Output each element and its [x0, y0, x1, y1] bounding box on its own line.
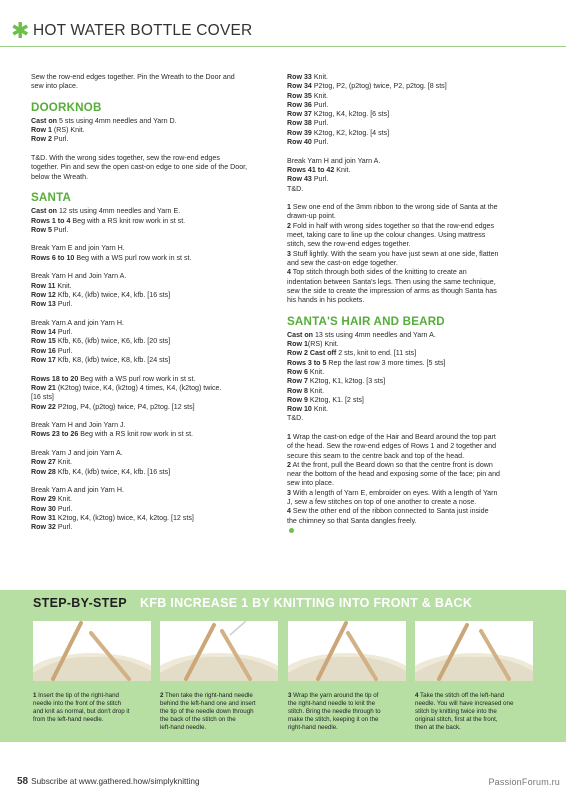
step-number: 4 — [415, 692, 419, 699]
text-line — [287, 250, 532, 259]
text-line — [287, 387, 532, 396]
text-line — [287, 240, 532, 249]
bold-label: Row 31 — [31, 514, 56, 523]
text-line — [287, 185, 532, 194]
line-text: Kfb, K4, (kfb) twice, K4, kfb. [16 sts] — [55, 467, 171, 476]
caption-line: the right-hand needle to knit the — [288, 700, 376, 708]
text-line — [287, 340, 532, 349]
text-line — [31, 347, 271, 356]
line-text: Top stitch through both sides of the knitting to create an — [290, 268, 467, 277]
text-line — [287, 461, 532, 470]
line-text: Kfb, K8, (kfb) twice, K8, kfb. [24 sts] — [55, 356, 171, 365]
bold-label: Row 1 — [287, 340, 308, 349]
hair-rows — [287, 331, 532, 424]
bold-label: Row 9 — [287, 395, 308, 404]
bold-label: Row 13 — [31, 300, 56, 309]
bold-label: 4 — [287, 268, 291, 277]
bold-label: Cast on — [287, 330, 314, 339]
line-text: Break Yarn H and Join Yarn A. — [31, 272, 127, 281]
text-line — [31, 421, 271, 430]
text-line — [31, 135, 271, 144]
text-line — [31, 495, 271, 504]
line-text: Break Yarn E and join Yarn H. — [31, 244, 125, 253]
bold-label: Row 1 — [31, 126, 52, 135]
line-text: Purl. — [311, 100, 329, 109]
intro-paragraph — [31, 73, 271, 92]
text-line — [287, 405, 532, 414]
line-text: P2tog, P4, (p2tog) twice, P4, p2tog. [12 sts] — [55, 402, 195, 411]
bold-label: Row 29 — [31, 495, 56, 504]
line-text: At the front, pull the Beard down so that the centre front is down — [290, 460, 493, 469]
doorknob-heading: DOORKNOB — [31, 100, 102, 114]
line-text: 13 sts using 4mm needles and Yarn A. — [313, 330, 436, 339]
line-text: Wrap the cast-on edge of the Hair and Beard around the top part — [290, 432, 496, 441]
text-line — [31, 514, 271, 523]
step-caption-3 — [288, 692, 410, 732]
bold-label: Row 6 — [287, 367, 308, 376]
bold-label: Rows 1 to 4 — [31, 216, 71, 225]
page-header — [0, 17, 566, 45]
text-line: together. Pin and sew the open cast-on edge to one side of the Door, — [31, 163, 248, 172]
line-text: Purl. — [51, 225, 69, 234]
line-text: K2tog, K1, k2tog. [3 sts] — [307, 377, 386, 386]
bold-label: Row 35 — [287, 91, 312, 100]
step-caption-2 — [160, 692, 282, 732]
line-text: K2tog, K1. [2 sts] — [307, 395, 364, 404]
bold-label: Row 16 — [31, 346, 56, 355]
step-by-step-title: KFB INCREASE 1 BY KNITTING INTO FRONT & BACK — [140, 596, 473, 610]
text-line: below the Wreath. — [31, 172, 89, 181]
bold-label: Row 15 — [31, 337, 56, 346]
line-text: Knit. — [311, 405, 329, 414]
text-line — [287, 129, 532, 138]
doorknob-rows — [31, 117, 271, 145]
caption-line: Wrap the yarn around the tip of — [291, 692, 379, 699]
text-line — [31, 319, 271, 328]
hair-heading: SANTA'S HAIR AND BEARD — [287, 314, 445, 328]
line-text: Purl. — [311, 175, 329, 184]
text-line — [31, 244, 271, 253]
text-line — [287, 278, 532, 287]
line-text: With a length of Yarn E, embroider on eyes. With a length of Yarn — [290, 488, 498, 497]
text-line — [31, 126, 271, 135]
santa-rows-8 — [31, 486, 271, 532]
text-line — [31, 375, 271, 384]
santa-rows-1 — [31, 207, 271, 235]
text-line — [31, 291, 271, 300]
text-line: Sew the row-end edges together. Pin the Wreath to the Door and — [31, 73, 235, 81]
text-line — [31, 217, 271, 226]
text-line — [287, 259, 532, 268]
caption-line: the back of the stitch on the — [160, 716, 236, 724]
santa-rows-7 — [31, 449, 271, 477]
line-text: Purl. — [55, 523, 73, 532]
line-text: indentation between Santa's legs. Then using the same technique, — [287, 277, 496, 286]
line-text: (RS) Knit. — [51, 126, 85, 135]
bold-label: Row 22 — [31, 402, 56, 411]
caption-line: Insert the tip of the right-hand — [36, 692, 120, 699]
clover-icon: ✱ — [11, 18, 30, 43]
caption-line: from the left-hand needle. — [33, 716, 104, 724]
text-line — [287, 368, 532, 377]
line-text: Rep the last row 3 more times. [5 sts] — [326, 358, 446, 367]
bold-label: Rows 18 to 20 — [31, 374, 79, 383]
doorknob-note — [31, 154, 271, 182]
bold-label: Row 43 — [287, 175, 312, 184]
text-line — [287, 157, 532, 166]
text-line — [287, 110, 532, 119]
line-text: J, sew a few stitches on top of one another to create a nose. — [287, 498, 477, 507]
text-line — [31, 486, 271, 495]
line-text: (RS) Knit. — [307, 340, 339, 349]
text-line — [287, 231, 532, 240]
text-line — [31, 272, 271, 281]
line-text: his hands in his pockets. — [287, 296, 365, 305]
bold-label: Row 11 — [31, 281, 56, 290]
bold-label: Row 17 — [31, 356, 56, 365]
caption-line: Take the stitch off the left-hand — [418, 692, 505, 699]
step-number: 3 — [288, 692, 292, 699]
bold-label: Row 38 — [287, 119, 312, 128]
santa-making-up — [287, 203, 532, 305]
bold-label: 4 — [287, 507, 291, 516]
bold-label: Row 36 — [287, 100, 312, 109]
line-text: Break Yarn A and join Yarn H. — [31, 318, 124, 327]
line-text: and sew the cast-on edge together. — [287, 258, 398, 267]
bold-label: Row 33 — [287, 73, 312, 81]
text-line — [31, 458, 271, 467]
text-line — [31, 117, 271, 126]
bold-label: Row 2 — [31, 135, 52, 144]
text-line — [287, 442, 532, 451]
caption-line: stitch. Bring the needle through to — [288, 708, 381, 716]
step-by-step-label: STEP-BY-STEP — [33, 596, 127, 610]
step-number: 1 — [33, 692, 37, 699]
line-text: Break Yarn A and join Yarn H. — [31, 486, 124, 495]
bold-label: Row 39 — [287, 128, 312, 137]
bold-label: 3 — [287, 249, 291, 258]
bold-label: Row 37 — [287, 110, 312, 119]
text-line — [287, 349, 532, 358]
step-photo-2 — [160, 621, 278, 681]
text-line — [31, 337, 271, 346]
line-text: drawn-up point. — [287, 212, 336, 221]
line-text: K2tog, K2, k2tog. [4 sts] — [311, 128, 390, 137]
caption-line: left-hand needle. — [160, 724, 207, 732]
bold-label: Row 30 — [31, 504, 56, 513]
line-text: P2tog, P2, (p2tog) twice, P2, p2tog. [8 sts] — [311, 82, 447, 91]
bold-label: Row 32 — [31, 523, 56, 532]
line-text: near the bottom of the head and exposing some of the face; pin and — [287, 470, 500, 479]
line-text: 2 sts, knit to end. [11 sts] — [336, 349, 417, 358]
text-line — [287, 452, 532, 461]
step-caption-4 — [415, 692, 537, 732]
text-line — [287, 268, 532, 277]
line-text: Knit. — [334, 165, 351, 174]
text-line — [287, 203, 532, 212]
line-text: Beg with a RS knit row work in st st. — [70, 216, 186, 225]
line-text: Purl. — [311, 138, 329, 147]
left-column — [31, 73, 271, 542]
text-line — [287, 489, 532, 498]
text-line — [287, 517, 532, 526]
text-line — [287, 82, 532, 91]
text-line — [287, 331, 532, 340]
line-text: of the head. Sew the row-end edges of Rows 1 and 2 together and — [287, 442, 497, 451]
page-footer — [17, 776, 200, 787]
text-line — [287, 507, 532, 516]
text-line — [31, 505, 271, 514]
line-text: the chimney so that Santa dangles freely. — [287, 516, 417, 525]
santa-rows-2 — [31, 244, 271, 263]
text-line — [287, 433, 532, 442]
text-line — [31, 356, 271, 365]
line-text: Purl. — [55, 328, 73, 337]
text-line — [287, 470, 532, 479]
step-photo-4 — [415, 621, 533, 681]
line-text: (K2tog) twice, K4, (k2tog) 4 times, K4, (k2tog) twice. — [55, 383, 222, 392]
line-text: 5 sts using 4mm needles and Yarn D. — [57, 116, 177, 125]
bold-label: 2 — [287, 221, 291, 230]
caption-line: Then take the right-hand needle — [163, 692, 253, 699]
line-text: Knit. — [55, 281, 72, 290]
santa-rows-5 — [31, 375, 271, 412]
text-line — [31, 523, 271, 532]
text-line — [287, 92, 532, 101]
text-line — [31, 430, 271, 439]
text-line — [287, 287, 532, 296]
text-line — [31, 449, 271, 458]
caption-line: original stitch, first at the front, — [415, 716, 498, 724]
step-photo-3 — [288, 621, 406, 681]
text-line: sew into place. — [31, 82, 78, 91]
line-text: Break Yarn H and join Yarn A. — [287, 156, 381, 165]
right-column — [287, 73, 532, 545]
bold-label: Cast on — [31, 207, 58, 216]
text-line — [287, 119, 532, 128]
santa-rows-9 — [287, 73, 532, 147]
step-number: 2 — [160, 692, 164, 699]
line-text: Beg with a WS purl row work in st st. — [74, 253, 192, 262]
line-text: K2tog, K4, (k2tog) twice, K4, k2tog. [12 sts] — [55, 514, 194, 523]
hair-making-up — [287, 433, 532, 535]
line-text: Sew the other end of the ribbon connected to Santa just inside — [290, 507, 489, 516]
text-line — [287, 479, 532, 488]
line-text: Knit. — [55, 495, 73, 504]
text-line — [31, 300, 271, 309]
line-text: Beg with a WS purl row work in st st. — [78, 374, 196, 383]
line-text: Purl. — [311, 119, 329, 128]
bold-label: 1 — [287, 203, 291, 212]
step-photo-1 — [33, 621, 151, 681]
bold-label: Row 27 — [31, 458, 56, 467]
line-text: meet, taking care to line up the colour changes. Using mattress — [287, 231, 486, 240]
text-line — [31, 254, 271, 263]
line-text: Knit. — [307, 386, 325, 395]
bold-label: Row 7 — [287, 377, 308, 386]
santa-heading: SANTA — [31, 191, 72, 205]
text-line: T&D. With the wrong sides together, sew the row-end edges — [31, 154, 220, 163]
bold-label: Row 5 — [31, 225, 52, 234]
caption-line: and knit as normal, but don't drop it — [33, 708, 130, 716]
text-line — [31, 282, 271, 291]
bold-label: Rows 3 to 5 — [287, 358, 327, 367]
text-line — [31, 207, 271, 216]
line-text: Knit. — [311, 91, 329, 100]
line-text: Fold in half with wrong sides together so that the row-end edges — [290, 221, 495, 230]
line-text: K2tog, K4, k2tog. [6 sts] — [311, 110, 390, 119]
line-text: Break Yarn J and join Yarn A. — [31, 448, 123, 457]
text-line — [287, 166, 532, 175]
caption-line: stitch by knitting twice into the — [415, 708, 497, 716]
step-caption-1 — [33, 692, 155, 724]
santa-rows-4 — [31, 319, 271, 365]
line-text: Purl. — [55, 504, 73, 513]
section-title: HOT WATER BOTTLE COVER — [33, 22, 253, 39]
caption-line: make the stitch, keeping it on the — [288, 716, 379, 724]
santa-rows-10 — [287, 157, 532, 194]
step-by-step-panel — [0, 590, 566, 742]
bold-label: Row 10 — [287, 405, 312, 414]
bold-label: Row 40 — [287, 138, 312, 147]
text-line — [287, 101, 532, 110]
bold-label: Row 14 — [31, 328, 56, 337]
text-line — [287, 73, 532, 82]
text-line — [287, 212, 532, 221]
bold-label: 3 — [287, 488, 291, 497]
santa-rows-6 — [31, 421, 271, 440]
text-line — [287, 498, 532, 507]
bold-label: 1 — [287, 432, 291, 441]
page-number: 58 — [17, 776, 29, 787]
text-line — [287, 222, 532, 231]
bold-label: Rows 6 to 10 — [31, 253, 75, 262]
text-line — [287, 359, 532, 368]
line-text: Stuff lightly. With the seam you have just sewn at one side, flatten — [290, 249, 499, 258]
bold-label: Row 2 Cast off — [287, 349, 337, 358]
santa-rows-3 — [31, 272, 271, 309]
text-line — [287, 175, 532, 184]
subscribe-text: Subscribe at www.gathered.how/simplyknitting — [31, 777, 200, 786]
line-text: sew the side to create the impression of arms as though Santa has — [287, 286, 497, 295]
line-text: Kfb, K4, (kfb) twice, K4, kfb. [16 sts] — [55, 290, 171, 299]
line-text: Sew one end of the 3mm ribbon to the wrong side of Santa at the — [290, 203, 498, 212]
bold-label: Row 12 — [31, 290, 56, 299]
bold-label: Rows 23 to 26 — [31, 430, 79, 439]
bold-label: Cast on — [31, 116, 58, 125]
caption-line: the tip of the needle down through — [160, 708, 254, 716]
text-line — [287, 296, 532, 305]
line-text: sew into place. — [287, 479, 334, 488]
line-text: Beg with a RS knit row work in st st. — [78, 430, 194, 439]
watermark: PassionForum.ru — [488, 777, 560, 787]
line-text: Purl. — [55, 300, 73, 309]
bold-label: Row 28 — [31, 467, 56, 476]
line-text: Purl. — [51, 135, 69, 144]
line-text: Break Yarn H and Join Yarn J. — [31, 421, 126, 430]
text-line — [31, 384, 271, 393]
text-line — [31, 393, 271, 402]
caption-line: right-hand needle. — [288, 724, 338, 732]
bold-label: Row 8 — [287, 386, 308, 395]
text-line — [31, 328, 271, 337]
end-mark-icon — [289, 528, 294, 533]
text-line — [287, 377, 532, 386]
caption-line: needle. You will have increased one — [415, 700, 514, 708]
text-line — [287, 396, 532, 405]
line-text: 12 sts using 4mm needles and Yarn E. — [57, 207, 181, 216]
text-line — [31, 403, 271, 412]
line-text: Knit. — [307, 367, 325, 376]
line-text: Purl. — [55, 346, 73, 355]
line-text: secure this seam to the centre back and top of the head. — [287, 451, 465, 460]
line-text: Knit. — [311, 73, 329, 81]
line-text: [16 sts] — [31, 393, 54, 402]
header-rule — [0, 46, 566, 47]
caption-line: then at the back. — [415, 724, 461, 732]
line-text: T&D. — [287, 184, 304, 193]
text-line — [287, 414, 532, 423]
text-line — [31, 226, 271, 235]
text-line — [31, 468, 271, 477]
caption-line: needle into the front of the stitch — [33, 700, 122, 708]
bold-label: Row 21 — [31, 383, 56, 392]
line-text: Knit. — [55, 458, 73, 467]
text-line — [287, 138, 532, 147]
line-text: Kfb, K6, (kfb) twice, K6, kfb. [20 sts] — [55, 337, 171, 346]
bold-label: 2 — [287, 460, 291, 469]
bold-label: Rows 41 to 42 — [287, 165, 335, 174]
caption-line: behind the left-hand one and insert — [160, 700, 256, 708]
line-text: stitch, sew the row-end edges together. — [287, 240, 411, 249]
line-text: T&D. — [287, 414, 304, 423]
bold-label: Row 34 — [287, 82, 312, 91]
